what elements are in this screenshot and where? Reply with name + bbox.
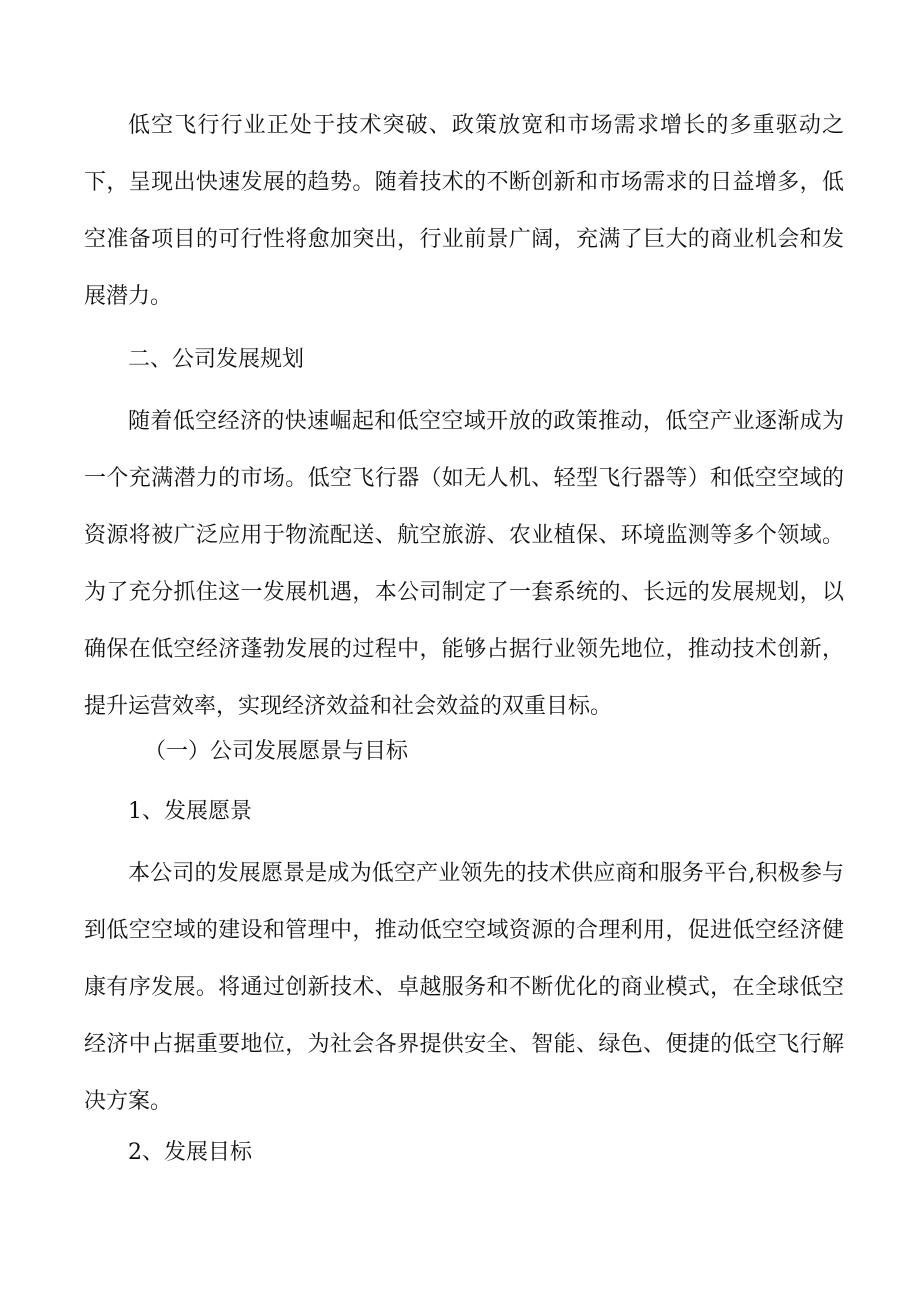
- paragraph-vision: 本公司的发展愿景是成为低空产业领先的技术供应商和服务平台,积极参与到低空空域的建设和管理中，推动低空空域资源的合理利用，促进低空经济健康有序发展。将通过创新技术、卓越服务和不断优化的商业模式，在全球低空经济中占据重要地位，为社会各界提供安全、智能、绿色、便捷的低空飞行解决方案。: [84, 861, 844, 1114]
- paragraph-plan: 随着低空经济的快速崛起和低空空域开放的政策推动，低空产业逐渐成为一个充满潜力的市场。低空飞行器（如无人机、轻型飞行器等）和低空空域的资源将被广泛应用于物流配送、航空旅游、农业植保、环境监测等多个领域。为了充分抓住这一发展机遇，本公司制定了一套系统的、长远的发展规划，以确保在低空经济蓬勃发展的过程中，能够占据行业领先地位，推动技术创新，提升运营效率，实现经济效益和社会效益的双重目标。: [84, 409, 844, 719]
- subsection-heading-vision-goals: （一）公司发展愿景与目标: [144, 739, 409, 764]
- item-heading-goals: 2、发展目标: [128, 1140, 252, 1165]
- item-heading-vision: 1、发展愿景: [128, 799, 252, 824]
- paragraph-intro: 低空飞行行业正处于技术突破、政策放宽和市场需求增长的多重驱动之下，呈现出快速发展的趋势。随着技术的不断创新和市场需求的日益增多，低空准备项目的可行性将愈加突出，行业前景广阔，充满了巨大的商业机会和发展潜力。: [84, 113, 844, 309]
- section-heading-company-plan: 二、公司发展规划: [128, 347, 305, 372]
